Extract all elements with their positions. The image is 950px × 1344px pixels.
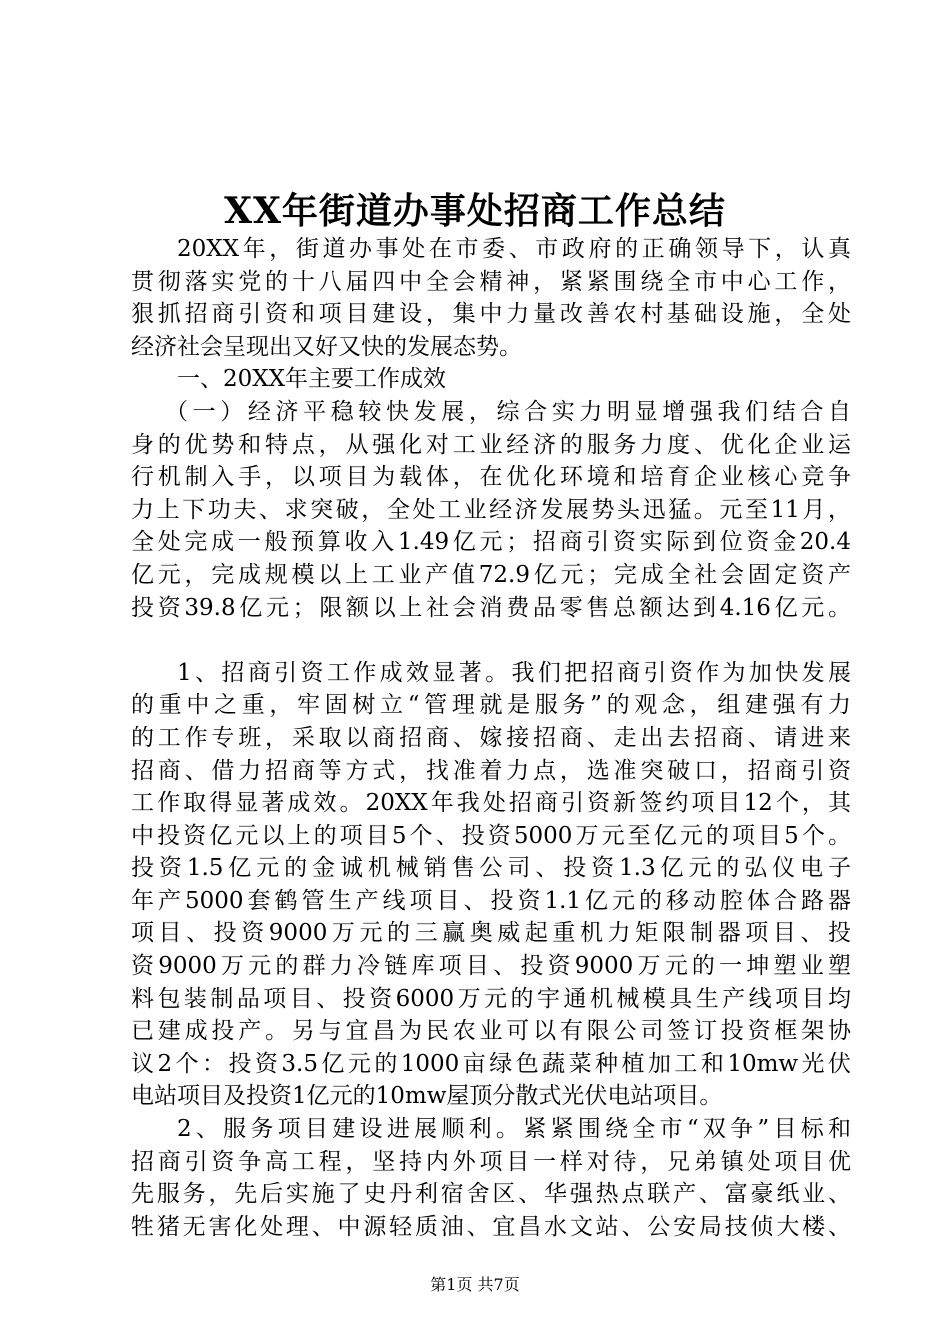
body-line: 料包装制品项目、投资6000万元的宇通机械模具生产线项目均 (131, 985, 851, 1012)
body-line: 项目、投资9000万元的三赢奥威起重机力矩限制器项目、投 (131, 920, 851, 947)
section-heading: 一、20XX年主要工作成效 (177, 366, 447, 393)
body-line: 的重中之重，牢固树立“管理就是服务”的观念，组建强有力 (131, 692, 851, 719)
document-body (131, 233, 851, 1243)
body-line: 亿元，完成规模以上工业产值72.9亿元；完成全社会固定资产 (131, 561, 851, 588)
body-line: 牲猪无害化处理、中源轻质油、宜昌水文站、公安局技侦大楼、 (131, 1213, 851, 1240)
body-line: 经济社会呈现出又好又快的发展态势。 (131, 333, 522, 360)
body-line: 的工作专班，采取以商招商、嫁接招商、走出去招商、请进来 (131, 724, 851, 751)
body-line: 中投资亿元以上的项目5个、投资5000万元至亿元的项目5个。 (131, 822, 851, 849)
body-line: 2、服务项目建设进展顺利。紧紧围绕全市“双争”目标和 (177, 1116, 851, 1143)
page-footer: 第1页 共7页 (430, 1275, 520, 1294)
body-line: 先服务，先后实施了史丹利宿舍区、华强热点联产、富豪纸业、 (131, 1181, 851, 1208)
body-line: 投资39.8亿元；限额以上社会消费品零售总额达到4.16亿元。 (131, 594, 851, 621)
body-line: 行机制入手，以项目为载体，在优化环境和培育企业核心竞争 (131, 464, 851, 491)
paragraph-gap (131, 624, 851, 657)
body-line: 工作取得显著成效。20XX年我处招商引资新签约项目12个，其 (131, 790, 851, 817)
body-line: 全处完成一般预算收入1.49亿元；招商引资实际到位资金20.4 (131, 529, 851, 556)
body-line: 议2个：投资3.5亿元的1000亩绿色蔬菜种植加工和10mw光伏 (131, 1050, 851, 1077)
body-line: 电站项目及投资1亿元的10mw屋顶分散式光伏电站项目。 (131, 1083, 723, 1110)
body-line: 招商引资争高工程，坚持内外项目一样对待，兄弟镇处项目优 (131, 1148, 851, 1175)
body-line: 贯彻落实党的十八届四中全会精神，紧紧围绕全市中心工作， (131, 268, 851, 295)
body-line: 身的优势和特点，从强化对工业经济的服务力度、优化企业运 (131, 431, 851, 458)
body-line: 投资1.5亿元的金诚机械销售公司、投资1.3亿元的弘仪电子 (131, 855, 851, 882)
body-line: 力上下功夫、求突破，全处工业经济发展势头迅猛。元至11月， (131, 496, 851, 523)
body-line: 招商、借力招商等方式，找准着力点，选准突破口，招商引资 (131, 757, 851, 784)
document-title: XX年街道办事处招商工作总结 (224, 190, 726, 232)
body-line: 狠抓招商引资和项目建设，集中力量改善农村基础设施，全处 (131, 301, 851, 328)
body-line: 1、招商引资工作成效显著。我们把招商引资作为加快发展 (177, 659, 851, 686)
body-line: 20XX年，街道办事处在市委、市政府的正确领导下，认真 (177, 236, 851, 262)
body-line: 已建成投产。另与宜昌为民农业可以有限公司签订投资框架协 (131, 1018, 851, 1045)
body-line: 资9000万元的群力冷链库项目、投资9000万元的一坤塑业塑 (131, 953, 851, 980)
body-line: （一）经济平稳较快发展，综合实力明显增强我们结合自 (165, 398, 851, 425)
body-line: 年产5000套鹤管生产线项目、投资1.1亿元的移动腔体合路器 (131, 887, 851, 914)
